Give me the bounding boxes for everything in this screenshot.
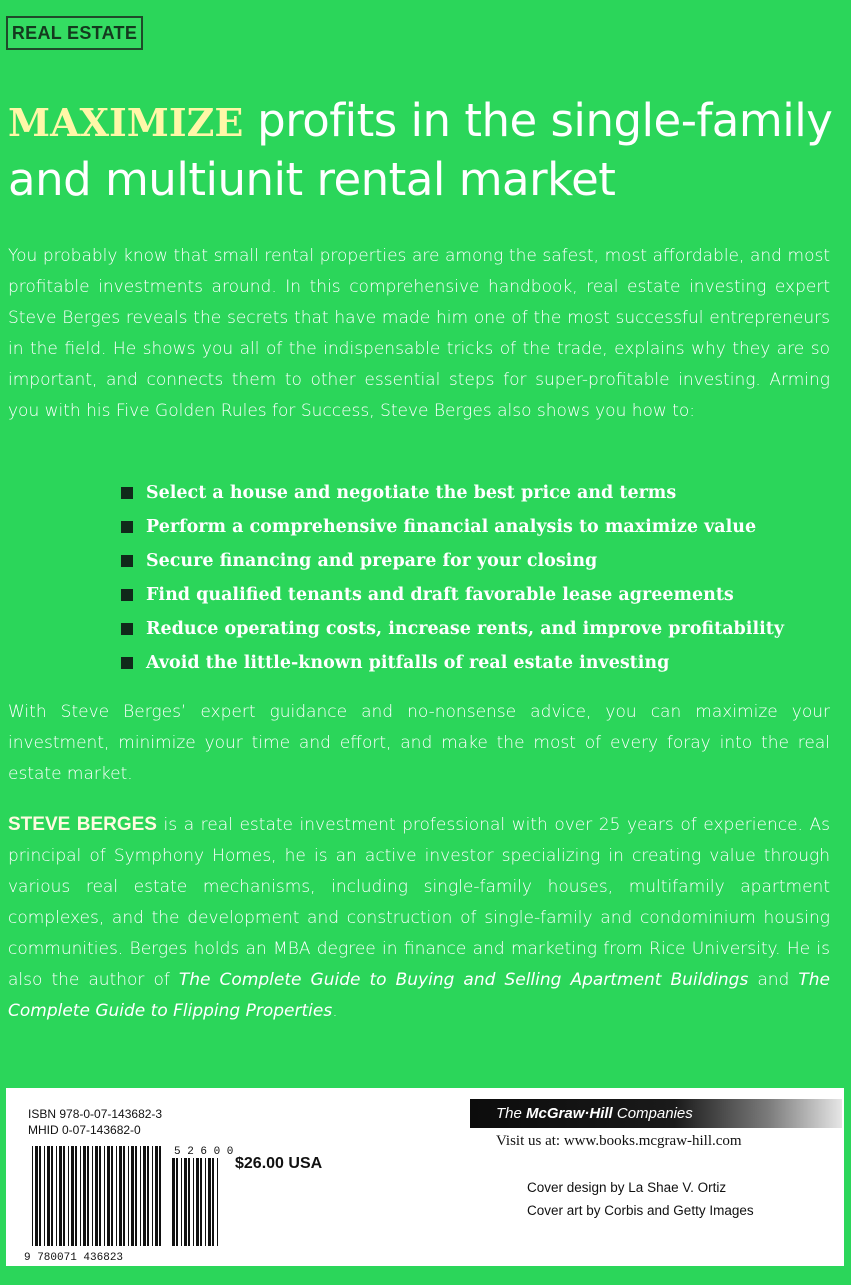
book-title: The Complete Guide to Buying and Selling Apartment Buildings bbox=[178, 970, 749, 990]
cover-art-credit: Cover art by Corbis and Getty Images bbox=[527, 1203, 754, 1218]
barcode-bar bbox=[208, 1158, 211, 1246]
barcode-bar bbox=[59, 1146, 62, 1246]
barcode-bar bbox=[51, 1146, 53, 1246]
barcode-bar bbox=[135, 1146, 137, 1246]
category-label: REAL ESTATE bbox=[6, 16, 143, 50]
isbn-number: ISBN 978-0-07-143682-3 bbox=[28, 1107, 163, 1121]
isbn-block bbox=[28, 1106, 162, 1138]
benefit-list bbox=[120, 477, 784, 681]
barcode-bar bbox=[131, 1146, 134, 1246]
barcode-bar bbox=[56, 1146, 57, 1246]
price-barcode-bars bbox=[172, 1158, 218, 1246]
barcode-bar bbox=[35, 1146, 38, 1246]
barcode-bar bbox=[87, 1146, 89, 1246]
barcode-bar bbox=[75, 1146, 77, 1246]
barcode-bar bbox=[188, 1158, 190, 1246]
barcode-bar bbox=[200, 1158, 202, 1246]
barcode-bar bbox=[39, 1146, 41, 1246]
barcode-bar bbox=[143, 1146, 146, 1246]
barcode-bar bbox=[123, 1146, 125, 1246]
list-item: Avoid the little-known pitfalls of real estate investing bbox=[120, 647, 784, 681]
barcode-bar bbox=[111, 1146, 113, 1246]
publisher-website: Visit us at: www.books.mcgraw-hill.com bbox=[496, 1133, 742, 1149]
barcode-bar bbox=[32, 1146, 33, 1246]
square-bullet-icon bbox=[121, 589, 133, 601]
barcode-bar bbox=[92, 1146, 93, 1246]
barcode-bar bbox=[68, 1146, 69, 1246]
author-name: STEVE BERGES bbox=[8, 814, 157, 835]
barcode-bar bbox=[181, 1158, 182, 1246]
square-bullet-icon bbox=[121, 487, 133, 499]
square-bullet-icon bbox=[121, 623, 133, 635]
author-bio: STEVE BERGES is a real estate investment professional with over 25 years of experience. As principal of Symphony Homes, he is an active investor specializing in creating value through various real estate mechanisms, including single-family houses, multifamily apartment complexes, and the development and construction of single-family and condominium housing communities. Berges holds an MBA degree in finance and marketing from Rice University. He is also the author of The Complete Guide to Buying and Selling Apartment Buildings and The Complete Guide to Flipping Properties. bbox=[8, 814, 830, 1021]
barcode-bar bbox=[44, 1146, 45, 1246]
square-bullet-icon bbox=[121, 657, 133, 669]
barcode-bar bbox=[176, 1158, 178, 1246]
list-item: Secure financing and prepare for your closing bbox=[120, 545, 784, 579]
barcode-bar bbox=[172, 1158, 175, 1246]
publisher-logo: The McGraw·Hill Companies bbox=[470, 1099, 842, 1128]
barcode-bar bbox=[140, 1146, 141, 1246]
barcode-bar bbox=[104, 1146, 105, 1246]
headline bbox=[8, 92, 848, 208]
barcode-bar bbox=[184, 1158, 187, 1246]
square-bullet-icon bbox=[121, 555, 133, 567]
intro-paragraph: You probably know that small rental properties are among the safest, most affordable, and most profitable investments around. In this comprehensive handbook, real estate investing expert Steve Berges reveals the secrets that have made him one of the most successful entrepreneurs in the field. He shows you all of the indispensable tricks of the trade, explains why they are so important, and connects them to other essential steps for super-profitable investing. Arming you with his Five Golden Rules for Success, Steve Berges also shows you how to: bbox=[8, 246, 830, 421]
list-item: Perform a comprehensive financial analysis to maximize value bbox=[120, 511, 784, 545]
list-item: Reduce operating costs, increase rents, and improve profitability bbox=[120, 613, 784, 647]
barcode-bar bbox=[155, 1146, 158, 1246]
barcode-bar bbox=[193, 1158, 194, 1246]
barcode-bar bbox=[119, 1146, 122, 1246]
isbn-barcode-bars bbox=[32, 1146, 161, 1246]
cover-design-credit: Cover design by La Shae V. Ortiz bbox=[527, 1180, 727, 1195]
book-title: The Complete Guide to Flipping Properties bbox=[8, 970, 830, 1021]
mhid-number: MHID 0-07-143682-0 bbox=[28, 1123, 141, 1137]
barcode-bar bbox=[196, 1158, 199, 1246]
barcode-bar bbox=[205, 1158, 206, 1246]
barcode-bar bbox=[212, 1158, 214, 1246]
price: $26.00 USA bbox=[235, 1155, 323, 1172]
list-item: Select a house and negotiate the best price and terms bbox=[120, 477, 784, 511]
barcode-bar bbox=[152, 1146, 153, 1246]
barcode-bar bbox=[159, 1146, 161, 1246]
barcode-bar bbox=[47, 1146, 50, 1246]
barcode-bar bbox=[116, 1146, 117, 1246]
barcode-bar bbox=[128, 1146, 129, 1246]
back-cover-footer bbox=[6, 1088, 844, 1266]
barcode-bar bbox=[107, 1146, 110, 1246]
cover-credits bbox=[527, 1176, 754, 1222]
barcode-bar bbox=[95, 1146, 98, 1246]
barcode-bar bbox=[217, 1158, 218, 1246]
barcode-digits: 9 780071 436823 bbox=[24, 1252, 124, 1264]
square-bullet-icon bbox=[121, 521, 133, 533]
barcode-bar bbox=[71, 1146, 74, 1246]
price-code: 5 2 6 0 0 bbox=[174, 1146, 234, 1158]
barcode-icon bbox=[24, 1144, 234, 1264]
list-item: Find qualified tenants and draft favorable lease agreements bbox=[120, 579, 784, 613]
barcode-bar bbox=[63, 1146, 65, 1246]
closing-paragraph: With Steve Berges’ expert guidance and no-nonsense advice, you can maximize your investment, minimize your time and effort, and make the most of every foray into the real estate market. bbox=[8, 702, 830, 784]
barcode-bar bbox=[83, 1146, 86, 1246]
headline-highlight: MAXIMIZE bbox=[8, 100, 244, 145]
barcode-bar bbox=[99, 1146, 101, 1246]
barcode-bar bbox=[147, 1146, 149, 1246]
barcode-bar bbox=[80, 1146, 81, 1246]
headline-rest: profits in the single-family and multiunit rental market bbox=[8, 94, 833, 206]
